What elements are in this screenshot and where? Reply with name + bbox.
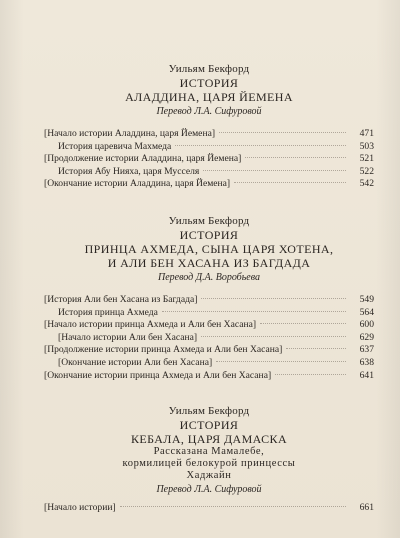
toc-entry[interactable] [44,128,374,141]
toc-list [44,294,374,382]
toc-leader [203,170,346,171]
toc-entry-label: [Начало истории Аладдина, царя Йемена] [44,128,216,139]
toc-entry[interactable] [44,307,374,320]
section-author: Уильям Бекфорд [168,63,250,75]
toc-entry-label: [Начало истории Али бен Хасана] [58,331,198,343]
toc-section-ahmed [44,214,374,382]
section-title-line: АЛАДДИНА, ЦАРЯ ЙЕМЕНА [125,90,293,104]
section-subtitle-line: Рассказана Мамалебе, [153,446,265,457]
toc-leader [201,336,346,337]
toc-entry-page: 503 [359,140,374,152]
toc-entry-label: [Начало истории] [44,502,116,513]
toc-entry[interactable] [44,166,374,179]
toc-leader [275,374,346,375]
toc-entry[interactable] [44,294,374,307]
toc-entry-label: История принца Ахмеда [58,306,158,318]
toc-entry-page: 661 [359,502,374,513]
toc-entry-label: История Абу Нияха, царя Мусселя [58,165,200,177]
toc-entry[interactable] [44,178,374,191]
toc-entry[interactable] [44,344,374,357]
toc-entry-page: 638 [359,356,374,368]
toc-entry[interactable] [44,141,374,154]
toc-entry-label: [Окончание истории Аладдина, царя Йемена] [44,178,231,190]
toc-entry[interactable] [44,370,374,383]
toc-list [44,502,374,515]
section-title-line: И АЛИ БЕН ХАСАНА ИЗ БАГДАДА [107,256,311,270]
toc-entry-page: 521 [359,153,374,165]
section-title-line: ИСТОРИЯ [179,228,239,242]
toc-leader [286,348,346,349]
toc-leader [260,323,346,324]
toc-entry-page: 471 [359,128,374,139]
toc-entry-label: [Продолжение истории принца Ахмеда и Али бен Хасана] [44,344,283,356]
section-translator: Перевод Л.А. Сифуровой [156,106,262,117]
toc-entry-label: [Окончание истории Али бен Хасана] [58,356,213,368]
toc-entry-page: 600 [359,319,374,331]
toc-entry[interactable] [44,319,374,332]
toc-entry[interactable] [44,357,374,370]
toc-entry-page: 564 [359,306,374,318]
toc-entry-page: 549 [359,294,374,305]
toc-leader [120,506,346,507]
toc-entry[interactable] [44,502,374,515]
toc-entry-page: 637 [359,344,374,356]
toc-entry[interactable] [44,153,374,166]
section-title-line: ИСТОРИЯ [179,76,239,90]
toc-entry-page: 641 [359,369,374,381]
toc-leader [175,145,346,146]
toc-entry-label: История царевича Махмеда [58,140,172,152]
section-author: Уильям Бекфорд [168,405,250,417]
toc-entry-page: 542 [359,178,374,190]
section-translator: Перевод Д.А. Воробьева [158,272,260,283]
section-author: Уильям Бекфорд [168,215,250,227]
toc-leader [245,157,346,158]
toc-entry-label: [История Али бен Хасана из Багдада] [44,294,198,305]
toc-entry-label: [Окончание истории принца Ахмеда и Али бен Хасана] [44,369,272,381]
toc-leader [216,361,346,362]
toc-leader [162,311,346,312]
toc-list [44,128,374,191]
section-subtitle-line: Хаджайн [186,470,232,481]
section-title-line: ПРИНЦА АХМЕДА, СЫНА ЦАРЯ ХОТЕНА, [84,242,334,256]
toc-leader [219,132,346,133]
toc-section-aladdin [44,62,374,191]
toc-section-kebal [44,404,374,515]
toc-leader [201,298,346,299]
section-title-line: КЕБАЛА, ЦАРЯ ДАМАСКА [130,432,288,446]
toc-entry-label: [Продолжение истории Аладдина, царя Йемена] [44,153,242,165]
toc-entry[interactable] [44,332,374,345]
section-title-line: ИСТОРИЯ [179,418,239,432]
toc-leader [234,182,346,183]
toc-entry-page: 522 [359,165,374,177]
section-subtitle-line: кормилицей белокурой принцессы [122,458,296,469]
section-translator: Перевод Л.А. Сифуровой [156,484,262,495]
toc-entry-label: [Начало истории принца Ахмеда и Али бен Хасана] [44,319,257,331]
toc-entry-page: 629 [359,331,374,343]
